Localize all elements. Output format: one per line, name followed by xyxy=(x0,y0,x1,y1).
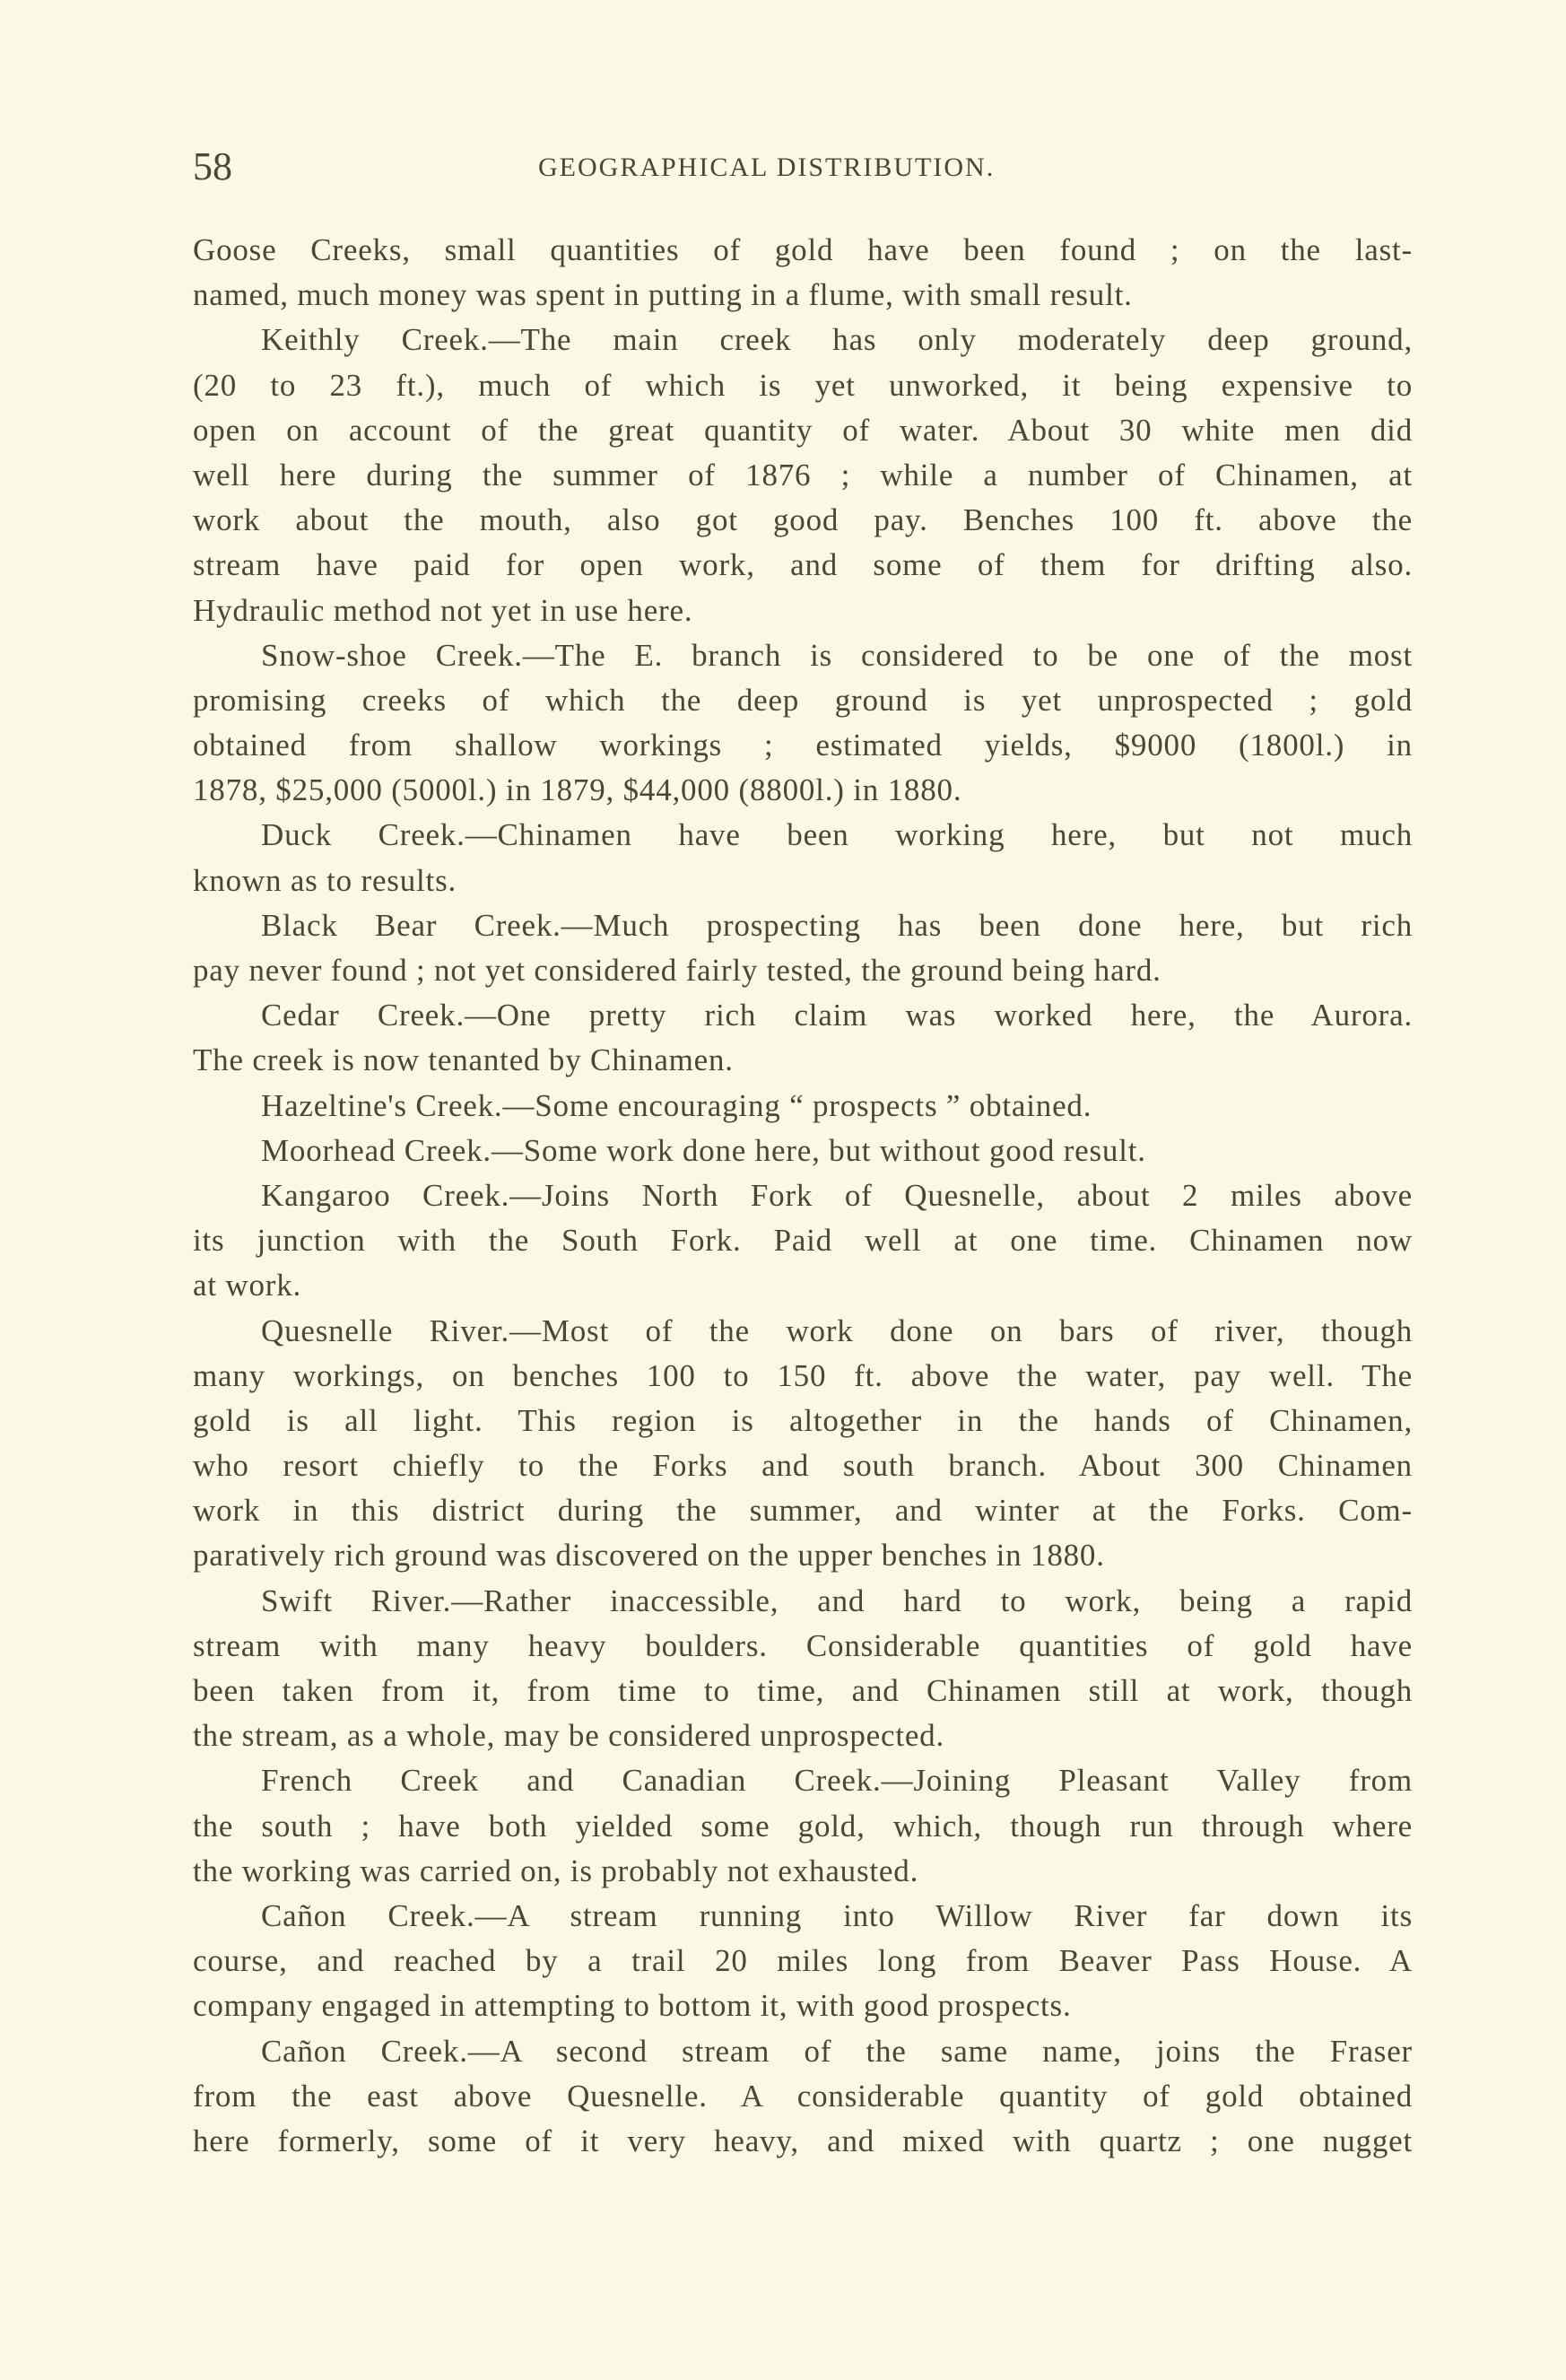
text-line: Cedar Creek.—One pretty rich claim was worked here, the Aurora. xyxy=(261,998,1413,1033)
text-line: Goose Creeks, small quantities of gold have been found ; on the last- xyxy=(193,232,1413,267)
text-line: Kangaroo Creek.—Joins North Fork of Quesnelle, about 2 miles above xyxy=(261,1177,1413,1213)
paragraph xyxy=(193,1129,1413,1173)
text-line: Cañon Creek.—A second stream of the same name, joins the Fraser xyxy=(261,2033,1413,2069)
text-line: Hazeltine's Creek.—Some encouraging “ prospects ” obtained. xyxy=(261,1087,1092,1123)
body-text xyxy=(193,228,1413,2164)
text-line: here formerly, some of it very heavy, and mixed with quartz ; one nugget xyxy=(193,2123,1413,2158)
text-line: the stream, as a whole, may be considered unprospected. xyxy=(193,1718,945,1754)
text-line: obtained from shallow workings ; estimated yields, $9000 (1800l.) in xyxy=(193,728,1413,763)
paragraph xyxy=(193,1309,1413,1579)
paragraph xyxy=(193,903,1413,993)
text-line: its junction with the South Fork. Paid well at one time. Chinamen now xyxy=(193,1223,1413,1259)
text-line: (20 to 23 ft.), much of which is yet unworked, it being expensive to xyxy=(193,367,1413,403)
paragraph xyxy=(193,1894,1413,2029)
text-line: company engaged in attempting to bottom it, with good prospects. xyxy=(193,1988,1072,2024)
text-line: from the east above Quesnelle. A considerable quantity of gold obtained xyxy=(193,2078,1413,2114)
paragraph xyxy=(193,1579,1413,1759)
paragraph xyxy=(193,813,1413,902)
text-line: The creek is now tenanted by Chinamen. xyxy=(193,1042,734,1078)
page-header xyxy=(193,144,1413,197)
text-line: work in this district during the summer, and winter at the Forks. Com- xyxy=(193,1493,1413,1529)
text-line: pay never found ; not yet considered fairly tested, the ground being hard. xyxy=(193,953,1161,988)
text-line: Cañon Creek.—A stream running into Willow River far down its xyxy=(261,1897,1413,1933)
text-line: who resort chiefly to the Forks and south branch. About 300 Chinamen xyxy=(193,1448,1413,1484)
text-line: stream with many heavy boulders. Considerable quantities of gold have xyxy=(193,1627,1413,1663)
text-line: many workings, on benches 100 to 150 ft. above the water, pay well. The xyxy=(193,1357,1413,1393)
text-line: Hydraulic method not yet in use here. xyxy=(193,592,693,628)
page-number: 58 xyxy=(193,144,232,188)
text-line: 1878, $25,000 (5000l.) in 1879, $44,000 (8800l.) in 1880. xyxy=(193,772,962,808)
text-line: known as to results. xyxy=(193,862,457,898)
paragraph xyxy=(193,1758,1413,1894)
text-line: Swift River.—Rather inaccessible, and hard to work, being a rapid xyxy=(261,1582,1413,1618)
text-line: open on account of the great quantity of water. About 30 white men did xyxy=(193,412,1413,448)
text-line: Black Bear Creek.—Much prospecting has been done here, but rich xyxy=(261,907,1413,943)
text-line: at work. xyxy=(193,1268,302,1303)
text-line: well here during the summer of 1876 ; while a number of Chinamen, at xyxy=(193,457,1413,493)
text-line: promising creeks of which the deep ground is yet unprospected ; gold xyxy=(193,682,1413,718)
text-line: Snow-shoe Creek.—The E. branch is considered to be one of the most xyxy=(261,637,1413,673)
text-line: named, much money was spent in putting in a flume, with small result. xyxy=(193,277,1133,313)
text-line: Quesnelle River.—Most of the work done on bars of river, though xyxy=(261,1312,1413,1348)
text-line: course, and reached by a trail 20 miles long from Beaver Pass House. A xyxy=(193,1943,1413,1979)
text-line: work about the mouth, also got good pay. Benches 100 ft. above the xyxy=(193,502,1413,538)
paragraph xyxy=(193,633,1413,814)
text-line: the working was carried on, is probably not exhausted. xyxy=(193,1853,919,1888)
text-line: Moorhead Creek.—Some work done here, but without good result. xyxy=(261,1132,1146,1168)
paragraph xyxy=(193,228,1413,318)
paragraph xyxy=(193,1173,1413,1309)
running-title: GEOGRAPHICAL DISTRIBUTION. xyxy=(538,153,996,182)
text-line: the south ; have both yielded some gold, which, though run through where xyxy=(193,1808,1413,1844)
text-line: been taken from it, from time to time, and Chinamen still at work, though xyxy=(193,1673,1413,1708)
text-line: Duck Creek.—Chinamen have been working here, but not much xyxy=(261,817,1413,853)
text-line: French Creek and Canadian Creek.—Joining Pleasant Valley from xyxy=(261,1763,1413,1799)
text-line: gold is all light. This region is altogether in the hands of Chinamen, xyxy=(193,1402,1413,1438)
text-line: Keithly Creek.—The main creek has only moderately deep ground, xyxy=(261,322,1413,358)
text-line: paratively rich ground was discovered on the upper benches in 1880. xyxy=(193,1538,1105,1574)
paragraph xyxy=(193,1084,1413,1129)
paragraph xyxy=(193,2029,1413,2165)
text-line: stream have paid for open work, and some of them for drifting also. xyxy=(193,547,1413,583)
paragraph xyxy=(193,993,1413,1083)
paragraph xyxy=(193,318,1413,632)
